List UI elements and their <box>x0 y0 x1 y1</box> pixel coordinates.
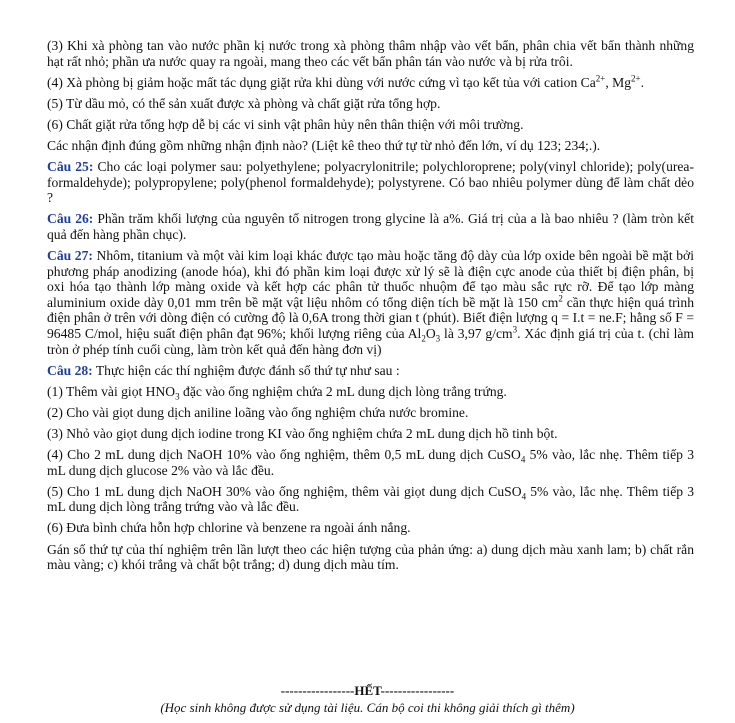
experiment-3: (3) Nhỏ vào giọt dung dịch iodine trong KI vào ống nghiệm chứa 2 mL dung dịch hồ tinh bột. <box>47 425 558 441</box>
question-26: Câu 26: Phần trăm khối lượng của nguyên tố nitrogen trong glycine là a%. Giá trị của a là bao nhiêu ? (làm tròn kết quả đến hàng phần chục). <box>47 211 694 242</box>
statement-3: (3) Khi xà phòng tan vào nước phần kị nước trong xà phòng thâm nhập vào vết bẩn, phân chia vết bẩn thành những hạt rất nhỏ; phần ưa nước quay ra ngoài, mang theo các vết bẩn phân tán vào nước và bị rửa trôi. <box>47 38 694 69</box>
statement-5: (5) Từ dầu mỏ, có thể sản xuất được xà phòng và chất giặt rửa tổng hợp. <box>47 95 441 111</box>
question-label: Câu 27: <box>47 248 93 264</box>
experiment-1: (1) Thêm vài giọt $HNO_3$ đặc vào ống nghiệm chứa 2 mL dung dịch lòng trắng trứng. <box>47 383 507 402</box>
question-prompt: Các nhận định đúng gồm những nhận định nào? (Liệt kê theo thứ tự từ nhỏ đến lớn, ví dụ 123; 234;.). <box>47 137 601 153</box>
statement-6: (6) Chất giặt rửa tổng hợp dễ bị các vi sinh vật phân hủy nên thân thiện với môi trường. <box>47 116 524 132</box>
experiment-2: (2) Cho vài giọt dung dịch aniline loãng vào ống nghiệm chứa nước bromine. <box>47 404 469 420</box>
question-27: Câu 27: Nhôm, titanium và một vài kim loại khác được tạo màu hoặc tăng độ dày của lớp oxide bên ngoài bề mặt bởi phương pháp anodizing (anode hóa), khi đó phần kim loại được xử lý sẽ là điện cực anode của thiết bị điện phân, bị oxi hóa tạo thành lớp màng oxide và kết hợp các phân tử thuốc nhuộm để tạo màu sắc rực rỡ. Để tạo lớp màng aluminium oxide dày 0,01 mm trên bề mặt vật liệu nhôm có tổng diện tích bề mặt là 150 $cm^2$ cần thực hiện quá trình điện phân ở trên với dòng điện có cường độ là 0,6A trong thời gian t (phút). Biết điện lượng q = I.t = ne.F; hằng số F = 96485 C/mol, hiệu suất điện phân đạt 96%; khối lượng riêng của $Al_2O_3$ là 3,97 $g/cm^3$. Xác định giá trị của t. (chỉ làm tròn ở phép tính cuối cùng, làm tròn kết quả đến hàng đơn vị) <box>47 248 694 357</box>
statement-4: (4) Xà phòng bị giảm hoặc mất tác dụng giặt rửa khi dùng với nước cứng vì tạo kết tủa với cation $Ca^{2+}$, $Mg^{2+}$. <box>47 73 645 90</box>
question-28: Câu 28: Thực hiện các thí nghiệm được đánh số thứ tự như sau : <box>47 362 400 378</box>
question-label: Câu 26: <box>47 211 94 227</box>
experiment-6: (6) Đưa bình chứa hỗn hợp chlorine và benzene ra ngoài ánh nắng. <box>47 520 411 536</box>
question-label: Câu 28: <box>47 362 93 378</box>
question-label: Câu 25: <box>47 159 94 175</box>
end-marker: -----------------HẾT----------------- <box>280 683 455 698</box>
footer-note: (Học sinh không được sử dụng tài liệu. Cán bộ coi thi không giải thích gì thêm) <box>160 700 575 715</box>
experiment-4: (4) Cho 2 mL dung dịch NaOH 10% vào ống nghiệm, thêm 0,5 mL dung dịch CuSO$_4$ 5% vào, lắc nhẹ. Thêm tiếp 3 mL dung dịch glucose 2% vào và lắc đều. <box>47 447 694 478</box>
exam-page <box>47 38 694 578</box>
question-25: Câu 25: Cho các loại polymer sau: polyethylene; polyacrylonitrile; polychloroprene; poly(vinyl chloride); poly(urea-formaldehyde); polypropylene; poly(phenol formaldehyde); polystyrene. Có bao nhiêu polymer dùng để làm chất dẻo ? <box>47 159 694 206</box>
matching-prompt: Gán số thứ tự của thí nghiệm trên lần lượt theo các hiện tượng của phản ứng: a) dung dịch màu xanh lam; b) chất rắn màu vàng; c) khói trắng và chất bột trắng; d) dung dịch màu tím. <box>47 541 694 573</box>
experiment-5: (5) Cho 1 mL dung dịch NaOH 30% vào ống nghiệm, thêm vài giọt dung dịch CuSO$_4$ 5% vào, lắc nhẹ. Thêm tiếp 3 mL dung dịch lòng trắng trứng vào và lắc đều. <box>47 483 694 515</box>
